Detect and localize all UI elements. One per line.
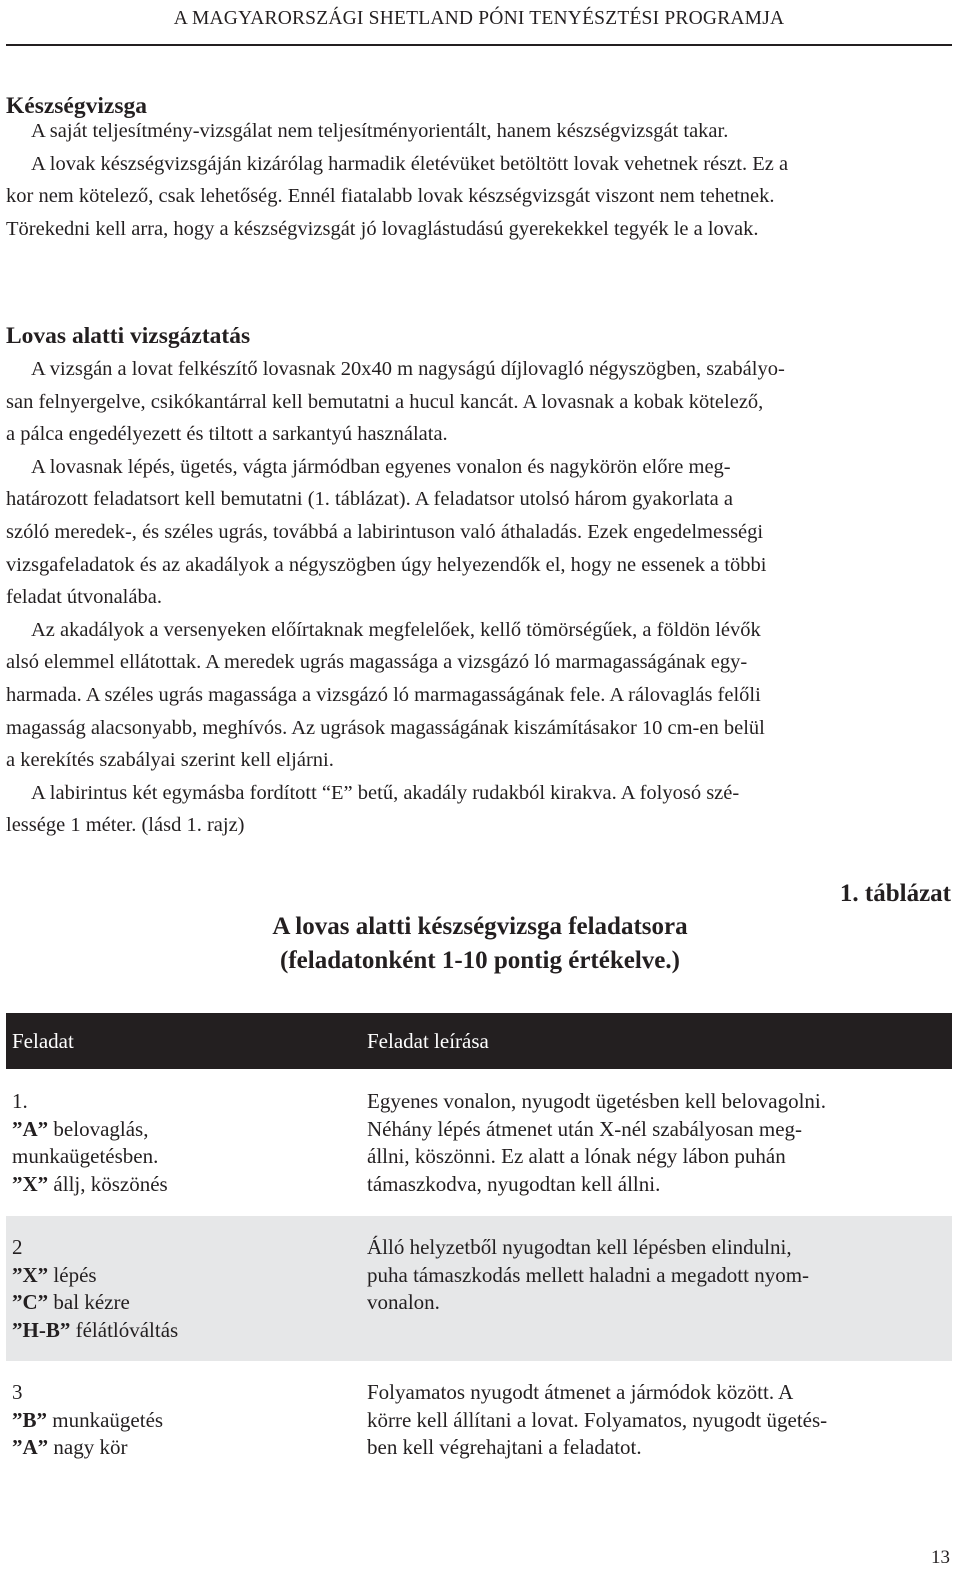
- task-cell: [12, 1234, 352, 1344]
- body-line: san felnyergelve, csikókantárral kell bemutatni a hucul kancát. A lovasnak a kobak kötelező,: [6, 390, 764, 413]
- description-line: állni, köszönni. Ez alatt a lónak négy lábon puhán: [367, 1144, 786, 1168]
- body-line: A lovasnak lépés, ügetés, vágta jármódban egyenes vonalon és nagykörön előre meg-: [31, 455, 731, 478]
- description-line: puha támaszkodás mellett haladni a megadott nyom-: [367, 1262, 810, 1287]
- task-line: ”C” bal kézre: [12, 1290, 130, 1314]
- task-cell: [12, 1379, 352, 1462]
- description-line: ben kell végrehajtani a feladatot.: [367, 1435, 642, 1459]
- body-line: harmada. A széles ugrás magassága a vizsgázó ló marmagasságának fele. A rálovaglás felőli: [6, 683, 761, 706]
- task-line: 1.: [12, 1089, 28, 1113]
- body-line: alsó elemmel ellátottak. A meredek ugrás magassága a vizsgázó ló marmagasságának egy-: [6, 651, 748, 674]
- table-label: 1. táblázat: [839, 880, 951, 907]
- body-line: vizsgafeladatok és az akadályok a négyszögben úgy helyezendők el, hogy ne essenek a többi: [6, 553, 767, 576]
- running-title: A MAGYARORSZÁGI SHETLAND PÓNI TENYÉSZTÉSI PROGRAMJA: [173, 8, 785, 29]
- body-line: A labirintus két egymásba fordított “E” betű, akadály rudakból kirakva. A folyosó szé-: [31, 781, 740, 804]
- table-row: [6, 1361, 952, 1481]
- task-line: ”X” állj, köszönés: [12, 1171, 168, 1196]
- column-header-leiras: Feladat leírása: [367, 1029, 489, 1053]
- description-cell: [367, 1088, 947, 1198]
- description-line: támaszkodva, nyugodtan kell állni.: [367, 1171, 661, 1196]
- body-line: A lovak készségvizsgáján kizárólag harmadik életévüket betöltött lovak vehetnek részt. Ez a: [31, 152, 789, 175]
- section2-body: [6, 353, 952, 842]
- table-header: [6, 1013, 952, 1069]
- running-header: [6, 4, 952, 46]
- task-line: ”B” munkaügetés: [12, 1407, 164, 1432]
- table-row: [6, 1216, 952, 1361]
- task-line: ”A” belovaglás,: [12, 1116, 149, 1141]
- body-line: feladat útvonalába.: [6, 586, 162, 609]
- description-line: vonalon.: [367, 1290, 440, 1314]
- description-cell: [367, 1379, 947, 1462]
- task-line: ”H-B” félátlóváltás: [12, 1317, 179, 1342]
- description-line: körre kell állítani a lovat. Folyamatos, nyugodt ügetés-: [367, 1407, 828, 1432]
- body-line: a pálca engedélyezett és tiltott a sarkantyú használata.: [6, 423, 448, 446]
- table-title: [0, 910, 960, 978]
- task-line: 2: [12, 1235, 23, 1259]
- body-line: magasság alacsonyabb, meghívós. Az ugrások magasságának kiszámításakor 10 cm-en belül: [6, 716, 765, 739]
- body-line: Törekedni kell arra, hogy a készségvizsgát jó lovaglástudású gyerekekkel tegyék le a lovak.: [6, 217, 759, 240]
- section-heading-lovas-alatti: Lovas alatti vizsgáztatás: [6, 323, 251, 349]
- table-title-line: A lovas alatti készségvizsga feladatsora: [272, 913, 688, 940]
- description-line: Egyenes vonalon, nyugodt ügetésben kell belovagolni.: [367, 1089, 826, 1113]
- table-row: [6, 1070, 952, 1216]
- column-header-feladat: Feladat: [12, 1029, 74, 1053]
- description-line: Folyamatos nyugodt átmenet a jármódok között. A: [367, 1380, 794, 1404]
- body-line: A saját teljesítmény-vizsgálat nem teljesítményorientált, hanem készségvizsgát takar.: [31, 120, 729, 142]
- body-line: határozott feladatsort kell bemutatni (1. táblázat). A feladatsor utolsó három gyakorlata a: [6, 488, 733, 511]
- task-line: munkaügetésben.: [12, 1144, 159, 1168]
- body-line: kor nem kötelező, csak lehetőség. Ennél fiatalabb lovak készségvizsgát viszont nem tehetnek.: [6, 185, 775, 208]
- description-line: Álló helyzetből nyugodtan kell lépésben elindulni,: [367, 1235, 792, 1259]
- body-line: szóló meredek-, és széles ugrás, továbbá a labirintuson való áthaladás. Ezek engedelmességi: [6, 520, 764, 543]
- task-line: ”X” lépés: [12, 1262, 97, 1287]
- page-number: 13: [931, 1547, 950, 1568]
- task-line: 3: [12, 1380, 23, 1404]
- section-heading-keszsegvizsga: Készségvizsga: [6, 93, 147, 119]
- table-title-line: (feladatonként 1-10 pontig értékelve.): [280, 947, 680, 974]
- section1-body: [6, 115, 952, 245]
- body-line: a kerekítés szabályai szerint kell eljárni.: [6, 749, 334, 772]
- task-line: ”A” nagy kör: [12, 1435, 128, 1459]
- body-line: Az akadályok a versenyeken előírtaknak megfelelőek, kellő tömörségűek, a földön lévők: [31, 618, 761, 641]
- body-line: A vizsgán a lovat felkészítő lovasnak 20x40 m nagyságú díjlovagló négyszögben, szabályo-: [31, 358, 785, 380]
- description-cell: [367, 1234, 947, 1317]
- body-line: lessége 1 méter. (lásd 1. rajz): [6, 814, 245, 837]
- description-line: Néhány lépés átmenet után X-nél szabályosan meg-: [367, 1116, 803, 1141]
- task-cell: [12, 1088, 352, 1198]
